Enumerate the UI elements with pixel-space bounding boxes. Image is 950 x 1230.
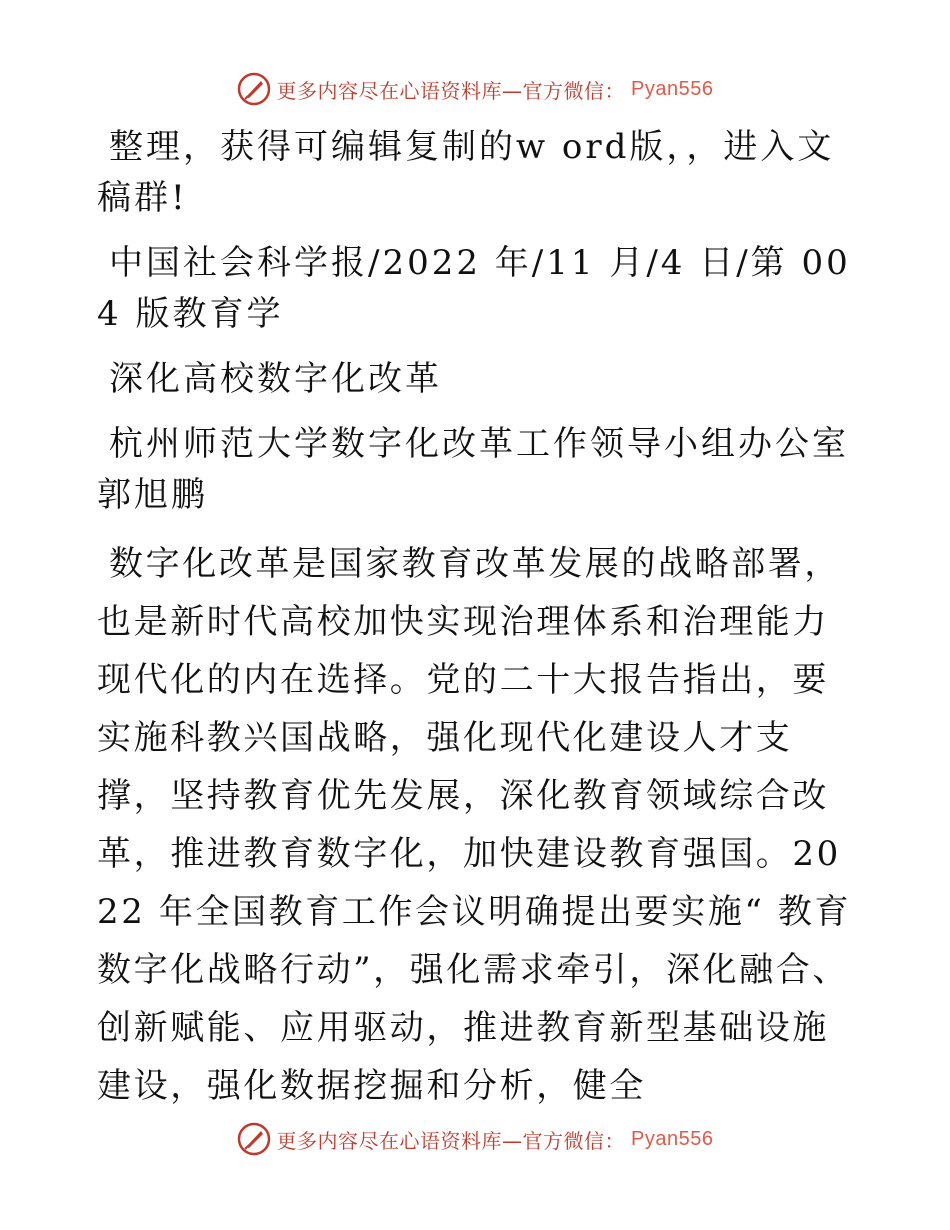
watermark-banner-top bbox=[0, 72, 950, 106]
watermark-text: 更多内容尽在心语资料库—官方微信： bbox=[276, 1128, 626, 1153]
body-paragraph: 数字化改革是国家教育改革发展的战略部署，也是新时代高校加快实现治理体系和治理能力现代化的内在选择。党的二十大报告指出，要实施科教兴国战略，强化现代化建设人才支撑，坚持教育优先发展，深化教育领域综合改革，推进教育数字化，加快建设教育强国。2022 年全国教育工作会议明确提出要实施“ 教育数字化战略行动”，强化需求牵引，深化融合、创新赋能、应用驱动，推进教育新型基础设施建设，强化数据挖掘和分析，健全 bbox=[97, 544, 852, 1106]
quill-logo-icon bbox=[237, 1122, 271, 1156]
article-title: 深化高校数字化改革 bbox=[109, 359, 442, 399]
intro-paragraph: 整理，获得可编辑复制的w ord版，，进入文稿群! bbox=[97, 127, 835, 218]
watermark-text: 更多内容尽在心语资料库—官方微信： bbox=[276, 78, 626, 103]
watermark-wechat-id: Pyan556 bbox=[631, 1127, 714, 1150]
watermark-banner-bottom bbox=[0, 1122, 950, 1156]
document-body bbox=[97, 122, 857, 1129]
author-line: 杭州师范大学数字化改革工作领导小组办公室郭旭鹏 bbox=[97, 424, 849, 515]
quill-logo-icon bbox=[237, 72, 271, 106]
source-line: 中国社会科学报/2022 年/11 月/4 日/第 004 版教育学 bbox=[97, 243, 851, 334]
watermark-wechat-id: Pyan556 bbox=[631, 77, 714, 100]
